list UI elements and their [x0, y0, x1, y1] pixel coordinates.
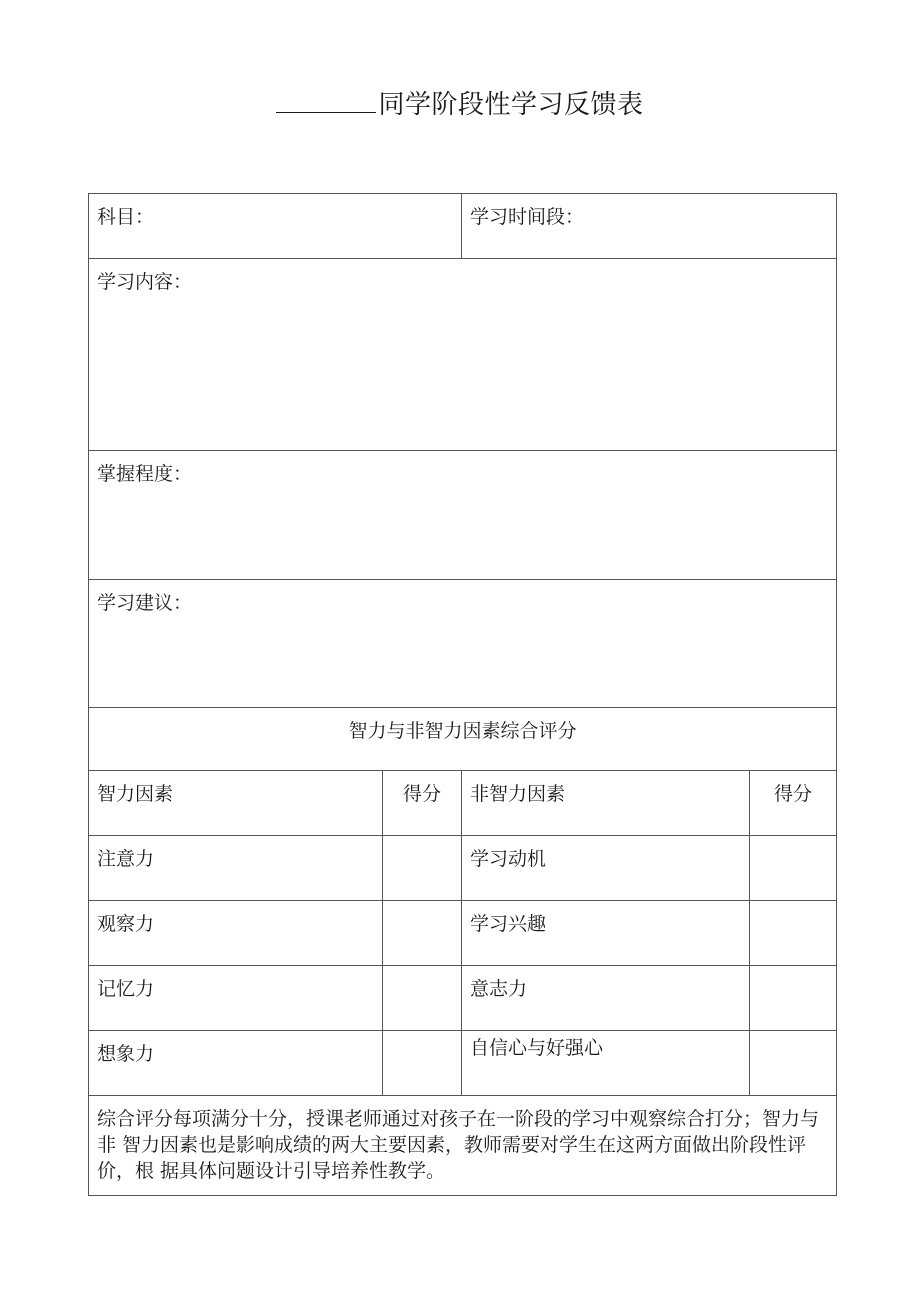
subject-cell[interactable]: [89, 194, 462, 259]
non-intellectual-factor-header: 非智力因素: [462, 771, 750, 836]
mastery-label: 掌握程度：: [97, 463, 193, 485]
intellectual-score-cell[interactable]: [383, 966, 462, 1031]
intellectual-score-cell[interactable]: [383, 1031, 462, 1096]
non-intellectual-factor-label: 自信心与好强心: [462, 1031, 750, 1096]
non-intellectual-score-header: 得分: [750, 771, 837, 836]
non-intellectual-factor-label: 意志力: [462, 966, 750, 1031]
advice-cell[interactable]: [89, 580, 837, 708]
non-intellectual-score-cell[interactable]: [750, 966, 837, 1031]
non-intellectual-score-cell[interactable]: [750, 1031, 837, 1096]
non-intellectual-factor-label: 学习动机: [462, 836, 750, 901]
form-title: [0, 86, 920, 123]
advice-label: 学习建议：: [97, 592, 193, 614]
name-blank-line[interactable]: [276, 86, 376, 113]
non-intellectual-score-cell[interactable]: [750, 901, 837, 966]
intellectual-score-cell[interactable]: [383, 836, 462, 901]
subject-label: 科目：: [97, 206, 155, 228]
intellectual-score-header: 得分: [383, 771, 462, 836]
mastery-cell[interactable]: [89, 451, 837, 580]
non-intellectual-score-cell[interactable]: [750, 836, 837, 901]
intellectual-score-cell[interactable]: [383, 901, 462, 966]
score-section-title: 智力与非智力因素综合评分: [89, 708, 837, 771]
intellectual-factor-label: 观察力: [89, 901, 383, 966]
intellectual-factor-label: 记忆力: [89, 966, 383, 1031]
non-intellectual-factor-label: 学习兴趣: [462, 901, 750, 966]
intellectual-factor-label: 注意力: [89, 836, 383, 901]
period-label: 学习时间段：: [470, 206, 585, 228]
period-cell[interactable]: [462, 194, 837, 259]
content-cell[interactable]: [89, 259, 837, 451]
intellectual-factor-header: 智力因素: [89, 771, 383, 836]
scoring-note: 综合评分每项满分十分，授课老师通过对孩子在一阶段的学习中观察综合打分；智力与非 智力因素也是影响成绩的两大主要因素，教师需要对学生在这两方面做出阶段性评价，根 据具体问题设计引导培养性教学。: [89, 1096, 837, 1196]
content-label: 学习内容：: [97, 271, 193, 293]
form-title-text: 同学阶段性学习反馈表: [378, 90, 644, 120]
intellectual-factor-label: 想象力: [89, 1031, 383, 1096]
feedback-form-table: [88, 193, 837, 1196]
